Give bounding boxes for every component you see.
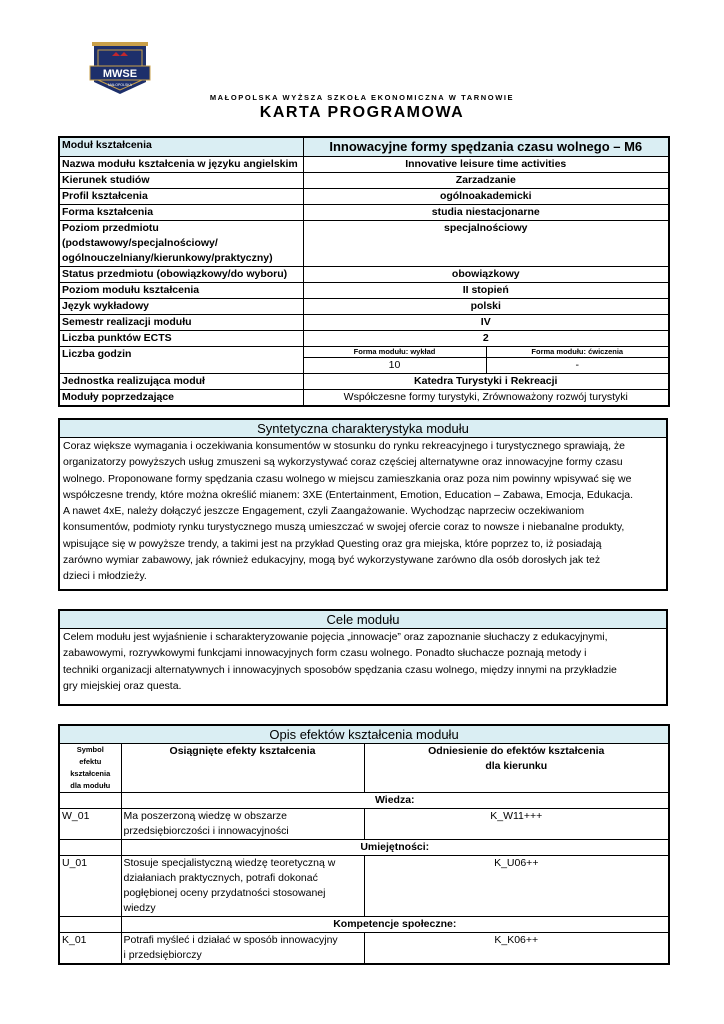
row-label: Liczba punktów ECTS	[59, 331, 303, 347]
goals-title: Cele modułu	[60, 611, 666, 629]
level-label-line: Poziom przedmiotu	[62, 222, 159, 234]
effect-text	[121, 809, 364, 840]
category-blank-cell	[59, 840, 121, 856]
row-label: Nazwa modułu kształcenia w języku angielskim	[59, 157, 303, 173]
effect-text-line: wiedzy	[123, 902, 156, 914]
goals-line: gry miejskiej oraz questa.	[63, 679, 182, 692]
row-value: 2	[303, 331, 669, 347]
category-label: Umiejętności:	[121, 840, 669, 856]
category-row	[59, 840, 669, 856]
hours-header-row	[59, 347, 669, 358]
hours-col2-header: Forma modułu: ćwiczenia	[486, 347, 669, 358]
level-label	[59, 221, 303, 267]
category-blank-cell	[59, 793, 121, 809]
university-logo	[86, 42, 154, 94]
synthetic-line: zarówno wymiar zabawowy, jak również edukacyjny, mogą być wykorzystywane zarówno dla osób dorosłych jak też	[63, 554, 601, 567]
hours-col1-value: 10	[303, 358, 486, 374]
logo-subtext: MAŁOPOLSKA	[108, 83, 132, 87]
row-label: Status przedmiotu (obowiązkowy/do wyboru)	[59, 267, 303, 283]
level-value: specjalnościowy	[303, 221, 669, 267]
module-row	[59, 315, 669, 331]
module-row	[59, 205, 669, 221]
logo-text: MWSE	[102, 68, 138, 80]
module-row	[59, 189, 669, 205]
effect-row	[59, 809, 669, 840]
reference-header-line: Odniesienie do efektów kształcenia	[428, 745, 605, 757]
module-row-level	[59, 221, 669, 267]
module-row	[59, 283, 669, 299]
row-value: obowiązkowy	[303, 267, 669, 283]
row-label: Kierunek studiów	[59, 173, 303, 189]
synthetic-line: konsumentów, podmioty rynku turystycznego muszą umieszczać w swojej ofercie coraz to nowsze i niebanalne produkty,	[63, 521, 625, 534]
university-name: MAŁOPOLSKA WYŻSZA SZKOŁA EKONOMICZNA W TARNOWIE	[209, 93, 515, 102]
synthetic-body	[60, 438, 666, 585]
effect-text	[121, 933, 364, 965]
reference-header-line: dla kierunku	[485, 760, 548, 772]
document-title: KARTA PROGRAMOWA	[259, 104, 465, 121]
effect-text-line: pogłębionej oceny przydatności stosowanej	[123, 887, 326, 899]
effect-text-line: Potrafi myśleć i działać w sposób innowacyjny	[123, 934, 338, 946]
synthetic-line: współczesne trendy, które można określić mianem: 3XE (Entertainment, Emotion, Education – Zabawa, Emocja, Edukacja.	[63, 488, 633, 501]
row-label: Semestr realizacji modułu	[59, 315, 303, 331]
effect-symbol: U_01	[59, 856, 121, 917]
synthetic-line: Coraz większe wymagania i oczekiwania konsumentów w stosunku do rynku rekreacyjnego i turystycznego sprawiają, że	[63, 440, 626, 452]
module-row	[59, 390, 669, 407]
module-row	[59, 157, 669, 173]
synthetic-title: Syntetyczna charakterystyka modułu	[60, 420, 666, 438]
module-row	[59, 267, 669, 283]
row-value: ogólnoakademicki	[303, 189, 669, 205]
hours-col1-header: Forma modułu: wykład	[303, 347, 486, 358]
synthetic-line: A nawet 4xE, należy dołączyć jeszcze Engagement, czyli Zaangażowanie. Wychodząc naprzeciw oczekiwaniom	[63, 505, 585, 518]
row-label: Język wykładowy	[59, 299, 303, 315]
achieved-header: Osiągnięte efekty kształcenia	[121, 744, 364, 793]
symbol-header-line: efektu	[79, 757, 102, 766]
category-label: Kompetencje społeczne:	[121, 917, 669, 933]
category-blank-cell	[59, 917, 121, 933]
row-value: Innovative leisure time activities	[303, 157, 669, 173]
category-label: Wiedza:	[121, 793, 669, 809]
prereq-value: Współczesne formy turystyki, Zrównoważony rozwój turystyki	[303, 390, 669, 407]
prereq-label: Moduły poprzedzające	[59, 390, 303, 407]
row-value: IV	[303, 315, 669, 331]
effect-symbol: W_01	[59, 809, 121, 840]
module-info-table	[58, 136, 670, 407]
synthetic-line: wpisujące się w powyższe trendy, a takimi jest na przykład Questing oraz gra miejska, które poprzez to, iż posiadają	[63, 537, 602, 550]
effect-row	[59, 933, 669, 965]
module-head-value: Innowacyjne formy spędzania czasu wolnego – M6	[303, 137, 669, 157]
row-value: II stopień	[303, 283, 669, 299]
effect-reference: K_U06++	[364, 856, 669, 917]
synthetic-line: wolnego. Proponowane formy spędzania czasu wolnego w miejscu zamieszkania oraz poza nim powinny wpisywać się we	[63, 472, 632, 485]
row-label: Profil kształcenia	[59, 189, 303, 205]
level-label-line: (podstawowy/specjalnościowy/	[62, 237, 218, 249]
effect-reference: K_W11+++	[364, 809, 669, 840]
row-value: studia niestacjonarne	[303, 205, 669, 221]
unit-value: Katedra Turystyki i Rekreacji	[303, 374, 669, 390]
category-row	[59, 793, 669, 809]
symbol-header-line: dla modułu	[70, 781, 111, 790]
effect-text-line: Ma poszerzoną wiedzę w obszarze	[123, 810, 287, 822]
goals-line: zabawowymi, rozrywkowymi funkcjami innowacyjnych form czasu wolnego. Ponadto słuchacze poznają metody i	[63, 647, 587, 660]
effect-text	[121, 856, 364, 917]
module-head-row	[59, 137, 669, 157]
synthetic-line: dzieci i młodzieży.	[63, 570, 147, 583]
effects-title-row	[59, 725, 669, 744]
effects-header-row	[59, 744, 669, 793]
row-value: Zarzadzanie	[303, 173, 669, 189]
effects-title: Opis efektów kształcenia modułu	[59, 725, 669, 744]
symbol-header-line: kształcenia	[70, 769, 111, 778]
hours-label: Liczba godzin	[59, 347, 303, 374]
symbol-header	[59, 744, 121, 793]
category-row	[59, 917, 669, 933]
logo-emblem	[86, 42, 154, 94]
row-value: polski	[303, 299, 669, 315]
module-row	[59, 331, 669, 347]
hours-col2-value: -	[486, 358, 669, 374]
reference-header	[364, 744, 669, 793]
effect-text-line: działaniach praktycznych, potrafi dokonać	[123, 872, 318, 884]
module-head-label: Moduł kształcenia	[59, 137, 303, 157]
goals-body	[60, 629, 666, 694]
row-label: Forma kształcenia	[59, 205, 303, 221]
goals-line: Celem modułu jest wyjaśnienie i scharakteryzowanie pojęcia „innowacje” oraz zapoznanie słuchaczy z edukacyjnymi,	[63, 631, 608, 643]
module-row	[59, 299, 669, 315]
effect-text-line: Stosuje specjalistyczną wiedzę teoretyczną w	[123, 857, 336, 869]
effect-text-line: przedsiębiorczości i innowacyjności	[123, 825, 289, 837]
effect-text-line: i przedsiębiorczy	[123, 949, 202, 961]
level-label-line: ogólnouczelniany/kierunkowy/praktyczny)	[62, 252, 273, 264]
symbol-header-line: Symbol	[76, 745, 104, 754]
unit-label: Jednostka realizująca moduł	[59, 374, 303, 390]
module-row	[59, 374, 669, 390]
effect-symbol: K_01	[59, 933, 121, 965]
goals-section	[58, 609, 668, 706]
goals-line: techniki organizacji alternatywnych i innowacyjnych sposobów spędzania czasu wolnego, między innymi na przykładzie	[63, 663, 617, 676]
module-row	[59, 173, 669, 189]
effect-row	[59, 856, 669, 917]
effects-table	[58, 724, 670, 965]
synthetic-section	[58, 418, 668, 591]
row-label: Poziom modułu kształcenia	[59, 283, 303, 299]
effect-reference: K_K06++	[364, 933, 669, 965]
synthetic-line: organizatorzy powyższych usług zmuszeni są wykorzystywać coraz częściej alternatywne oraz innowacyjne formy czasu	[63, 456, 623, 469]
